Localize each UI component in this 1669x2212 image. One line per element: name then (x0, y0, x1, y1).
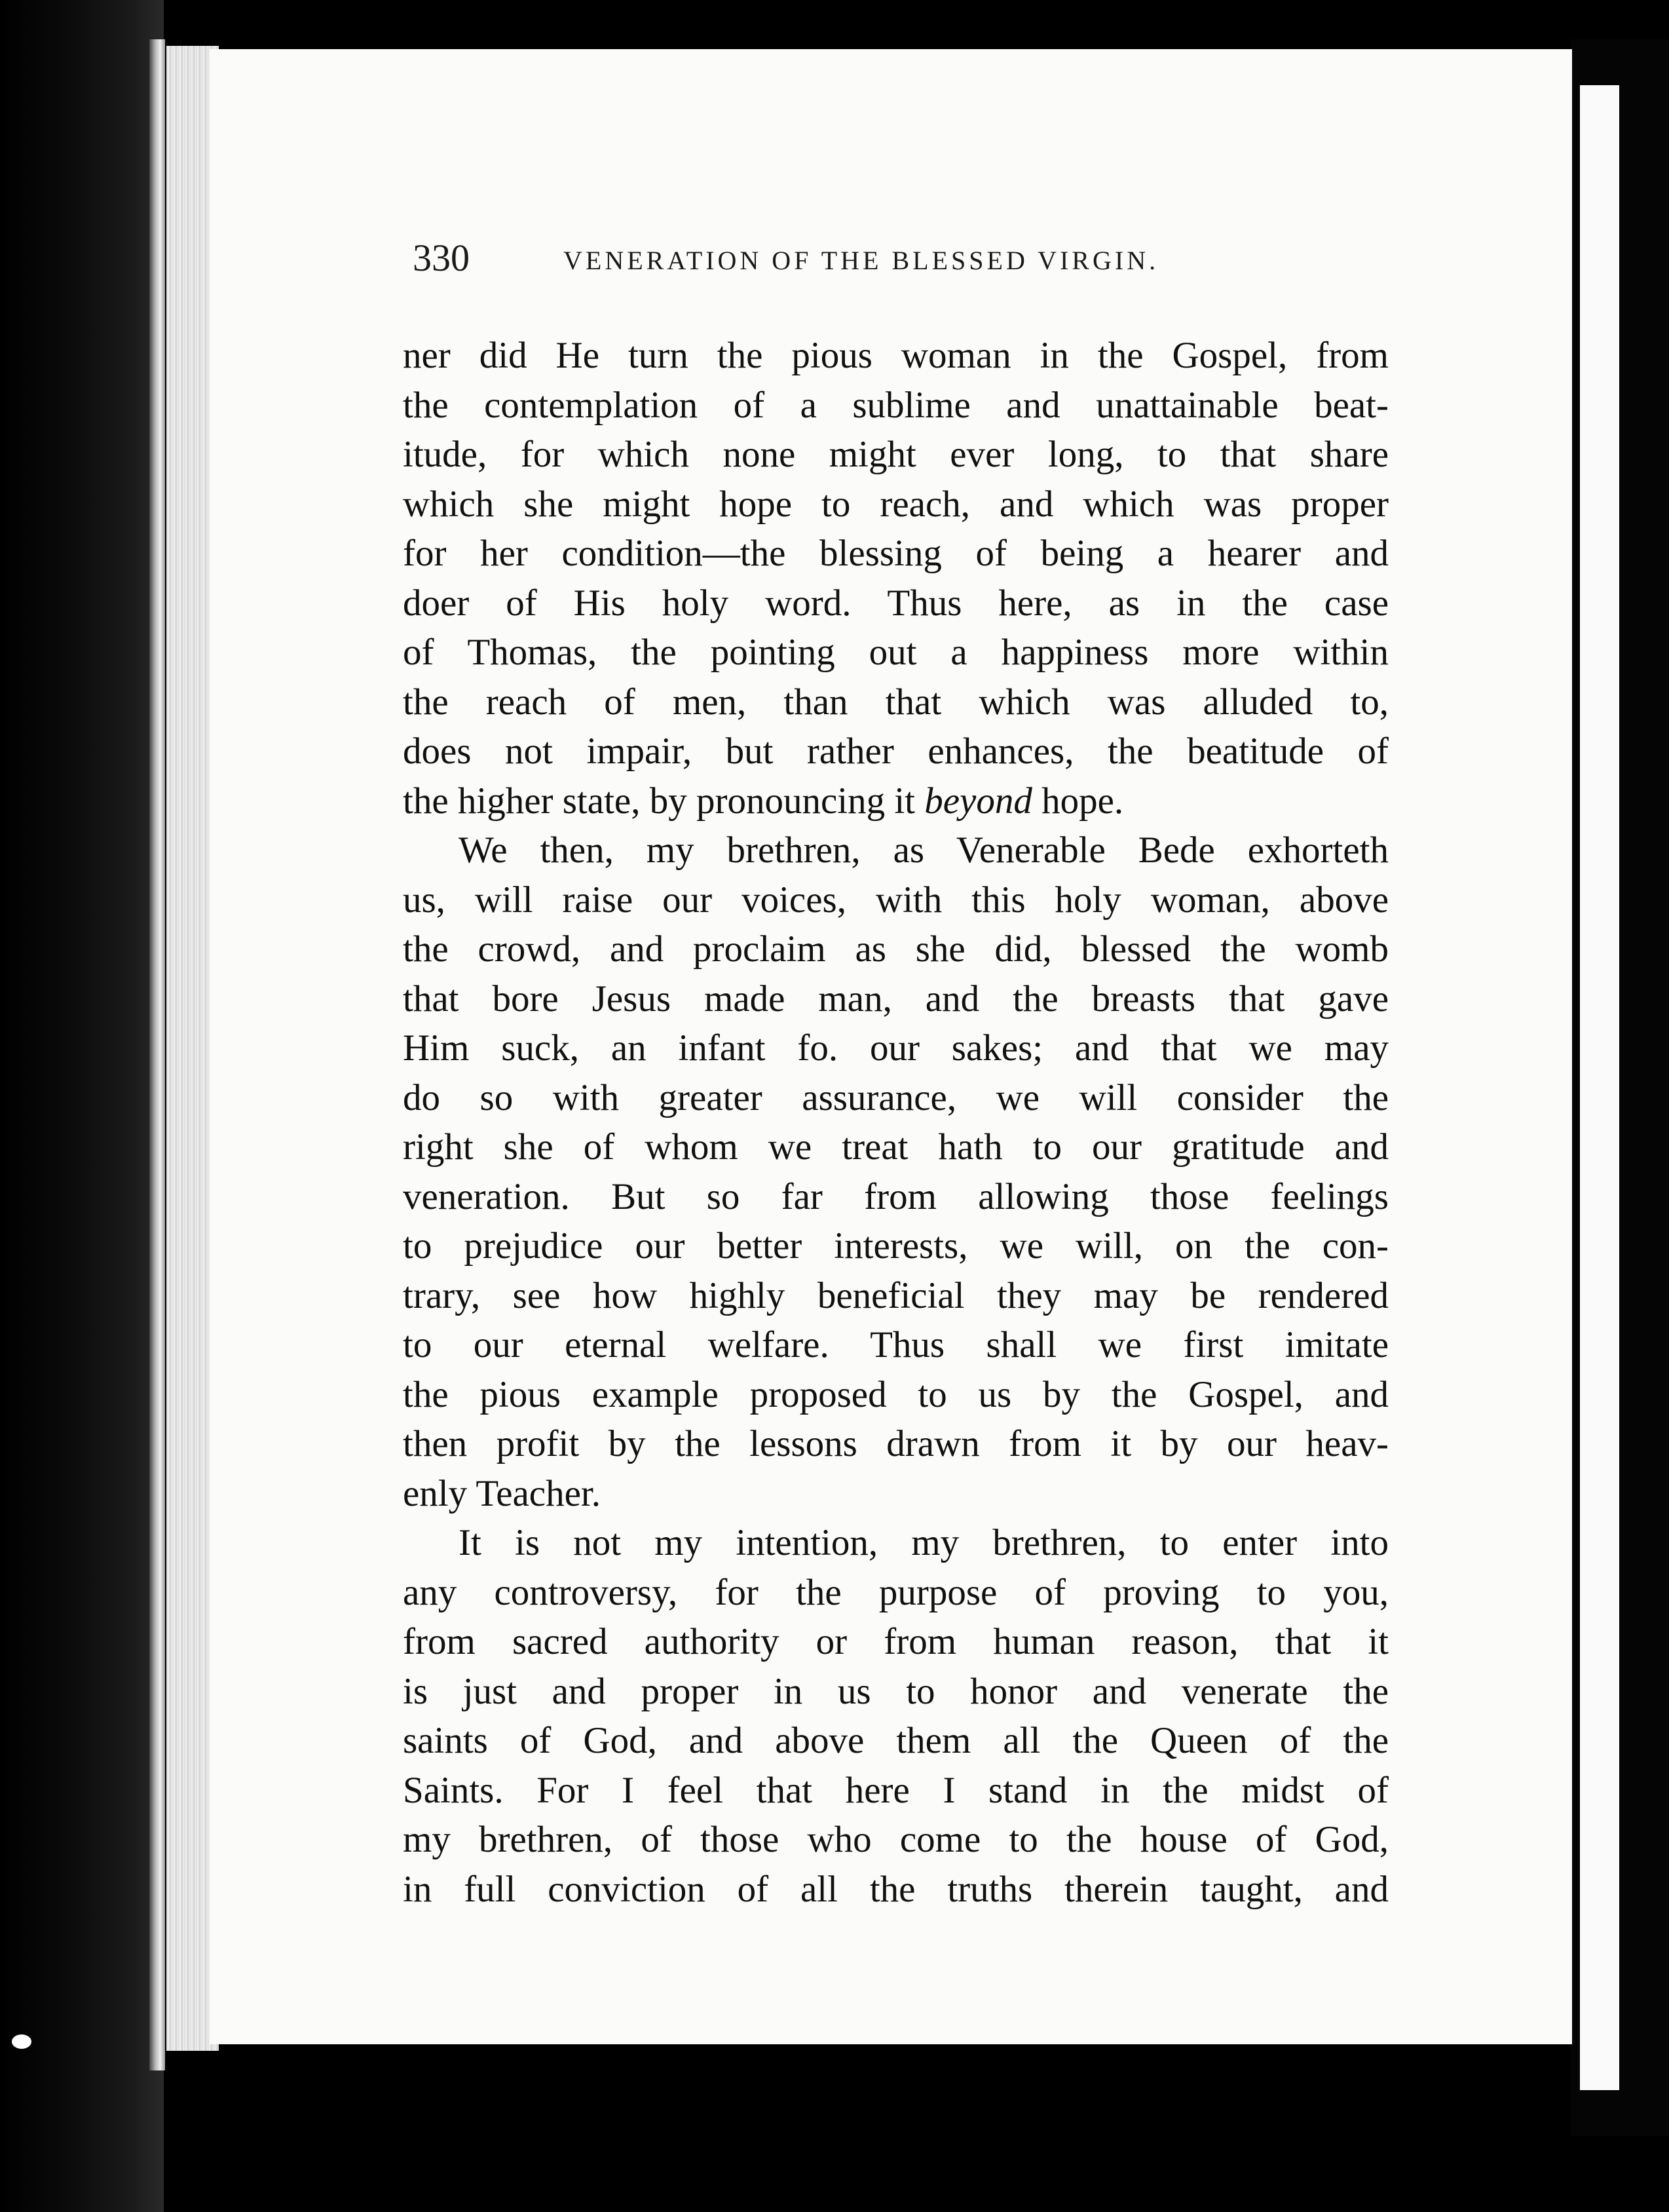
text-line: the pious example proposed to us by the Gospel, and (403, 1373, 1389, 1415)
paragraph-start-line: It is not my intention, my brethren, to enter into (459, 1522, 1389, 1563)
text-line: ner did He turn the pious woman in the Gospel, from (403, 335, 1389, 376)
text-line: the reach of men, than that which was alluded to, (403, 681, 1389, 723)
text-line: do so with greater assurance, we will consider the (403, 1077, 1389, 1118)
text-line: trary, see how highly beneficial they may be rendered (403, 1274, 1389, 1316)
scan-speck (12, 2034, 31, 2049)
text-line: saints of God, and above them all the Queen of the (403, 1720, 1389, 1761)
text-line: the contemplation of a sublime and unattainable beat- (403, 384, 1389, 426)
page-number: 330 (413, 237, 470, 279)
text-line: us, will raise our voices, with this holy woman, above (403, 879, 1389, 921)
paragraph-start-line: We then, my brethren, as Venerable Bede exhorteth (459, 830, 1389, 871)
text-line: for her condition—the blessing of being a hearer and (403, 533, 1389, 574)
text-line: does not impair, but rather enhances, the beatitude of (403, 731, 1389, 772)
text-line: in full conviction of all the truths therein taught, and (403, 1868, 1389, 1910)
body-text (403, 331, 1389, 1914)
text-line: then profit by the lessons drawn from it by our heav- (403, 1423, 1389, 1464)
book-binding (0, 0, 164, 2212)
text-line: from sacred authority or from human reason, that it (403, 1621, 1389, 1662)
text-line: of Thomas, the pointing out a happiness more within (403, 632, 1389, 673)
text-line-paragraph-end (403, 776, 1389, 826)
text-line: is just and proper in us to honor and venerate the (403, 1670, 1389, 1712)
text-line: Him suck, an infant fo. our sakes; and that we may (403, 1027, 1389, 1069)
italic-word: beyond (924, 780, 1032, 822)
text-segment: the higher state, by pronouncing it (403, 780, 915, 822)
text-line: any controversy, for the purpose of proving to you, (403, 1571, 1389, 1613)
text-line: to our eternal welfare. Thus shall we first imitate (403, 1324, 1389, 1365)
running-head (413, 236, 1238, 295)
text-line: to prejudice our better interests, we will, on the con- (403, 1225, 1389, 1267)
text-segment: hope. (1041, 780, 1124, 822)
next-page-sliver (1580, 85, 1619, 2090)
text-line: Saints. For I feel that here I stand in the midst of (403, 1769, 1389, 1811)
text-line-paragraph-end: enly Teacher. (403, 1472, 601, 1514)
text-line: my brethren, of those who come to the house of God, (403, 1819, 1389, 1860)
text-line: veneration. But so far from allowing those feelings (403, 1175, 1389, 1217)
binding-edge (149, 39, 165, 2070)
text-line: that bore Jesus made man, and the breasts that gave (403, 978, 1389, 1020)
text-line: itude, for which none might ever long, to that share (403, 434, 1389, 475)
text-line: doer of His holy word. Thus here, as in the case (403, 582, 1389, 624)
text-line: the crowd, and proclaim as she did, blessed the womb (403, 928, 1389, 970)
text-line: which she might hope to reach, and which was proper (403, 483, 1389, 525)
text-line: right she of whom we treat hath to our gratitude and (403, 1126, 1389, 1168)
running-title: VENERATION OF THE BLESSED VIRGIN. (563, 246, 1159, 275)
